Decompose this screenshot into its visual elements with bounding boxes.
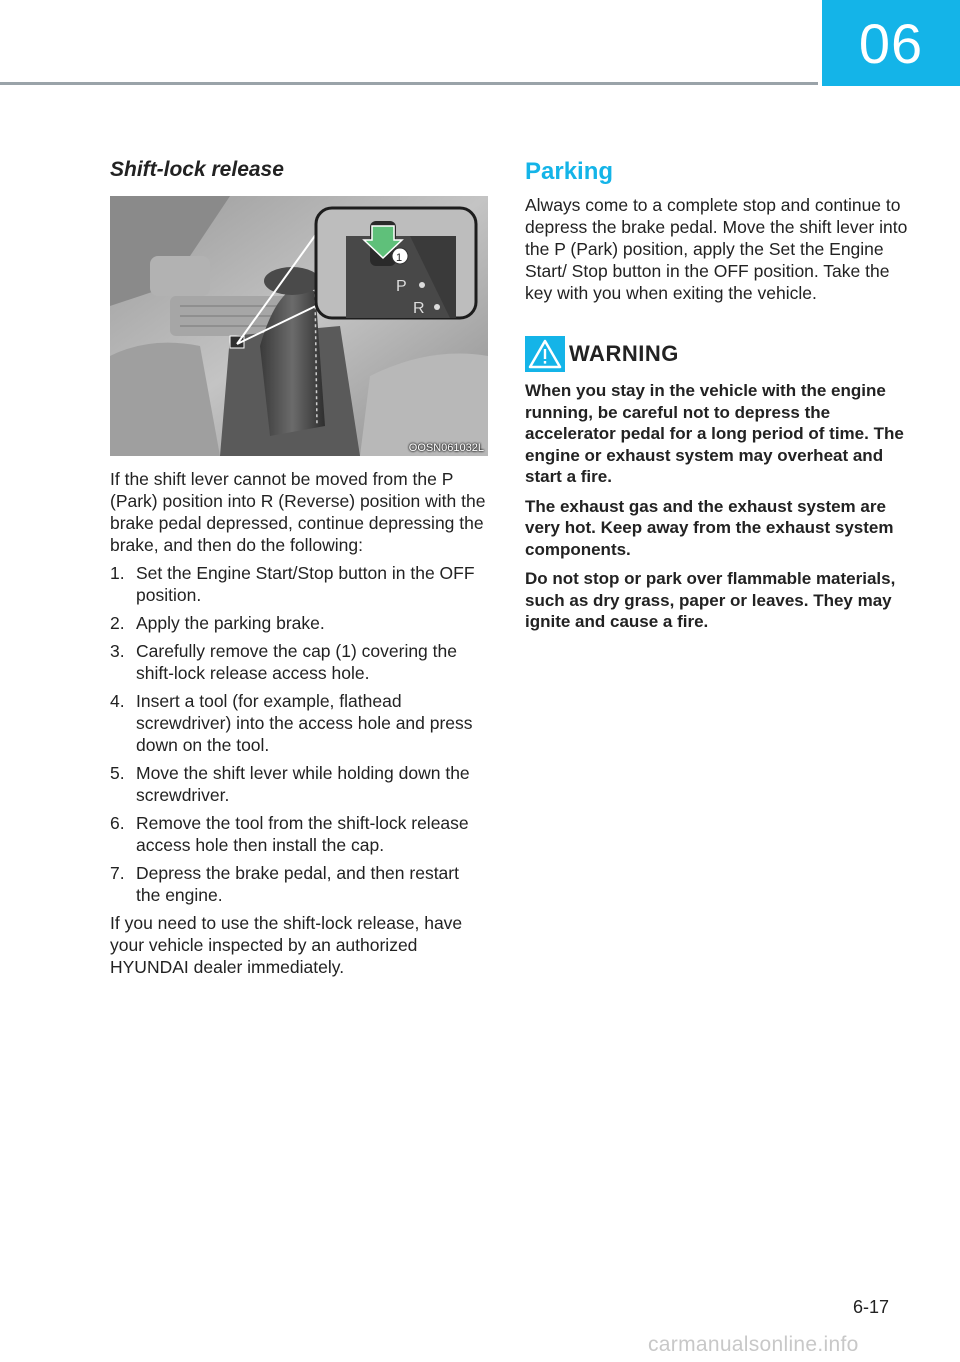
section-heading-shift-lock: Shift-lock release [110, 158, 284, 181]
right-column [525, 158, 910, 641]
step-text: Move the shift lever while holding down the screwdriver. [136, 763, 470, 805]
watermark: carmanualsonline.info [648, 1333, 859, 1356]
step-item [110, 562, 488, 606]
chapter-number: 06 [858, 11, 924, 75]
step-text: Apply the parking brake. [136, 613, 325, 633]
warning-paragraph: Do not stop or park over flammable materials, such as dry grass, paper or leaves. They may ignite and cause a fire. [525, 569, 896, 631]
warning-paragraph: When you stay in the vehicle with the engine running, be careful not to depress the accelerator pedal for a long period of time. The engine or exhaust system may overheat and start a fire. [525, 381, 904, 486]
step-item [110, 862, 488, 906]
step-item [110, 690, 488, 756]
header-rule [0, 82, 818, 85]
gear-p-label: P [396, 278, 407, 295]
warning-icon [525, 336, 565, 372]
step-number: 6. [110, 813, 125, 833]
left-column [110, 158, 488, 984]
callout-number: 1 [396, 252, 403, 264]
shift-lock-figure [110, 196, 488, 456]
shift-lock-outro: If you need to use the shift-lock release, have your vehicle inspected by an authorized HYUNDAI dealer immediately. [110, 913, 463, 977]
step-number: 1. [110, 563, 125, 583]
step-number: 7. [110, 863, 125, 883]
step-item [110, 612, 488, 634]
step-number: 5. [110, 763, 125, 783]
chapter-tab [822, 0, 960, 86]
step-text: Insert a tool (for example, flathead screwdriver) into the access hole and press down on the tool. [136, 691, 473, 755]
figure-code: OOSN061032L [408, 442, 484, 454]
shift-lock-intro: If the shift lever cannot be moved from the P (Park) position into R (Reverse) position with the brake pedal depressed, continue depressing the brake, and then do the following: [110, 469, 486, 555]
step-item [110, 812, 488, 856]
warning-paragraph: The exhaust gas and the exhaust system are very hot. Keep away from the exhaust system components. [525, 496, 894, 559]
page-number: 6-17 [853, 1297, 890, 1317]
step-number: 4. [110, 691, 125, 711]
warning-header [525, 336, 910, 372]
step-text: Carefully remove the cap (1) covering the shift-lock release access hole. [136, 641, 457, 683]
section-heading-parking: Parking [525, 158, 614, 185]
step-number: 3. [110, 641, 125, 661]
gear-r-label: R [413, 300, 425, 317]
step-text: Remove the tool from the shift-lock release access hole then install the cap. [136, 813, 469, 855]
shift-lever-illustration [110, 196, 488, 456]
step-item [110, 762, 488, 806]
shift-lock-steps [110, 562, 488, 906]
parking-body: Always come to a complete stop and continue to depress the brake pedal. Move the shift lever into the P (Park) position, apply the Set the Engine Start/ Stop button in the OFF position. Take the key with you when exiting the vehicle. [525, 195, 908, 303]
step-text: Depress the brake pedal, and then restart the engine. [136, 863, 459, 905]
step-text: Set the Engine Start/Stop button in the OFF position. [136, 563, 475, 605]
warning-title: WARNING [569, 341, 679, 366]
step-item [110, 640, 488, 684]
step-number: 2. [110, 613, 125, 633]
